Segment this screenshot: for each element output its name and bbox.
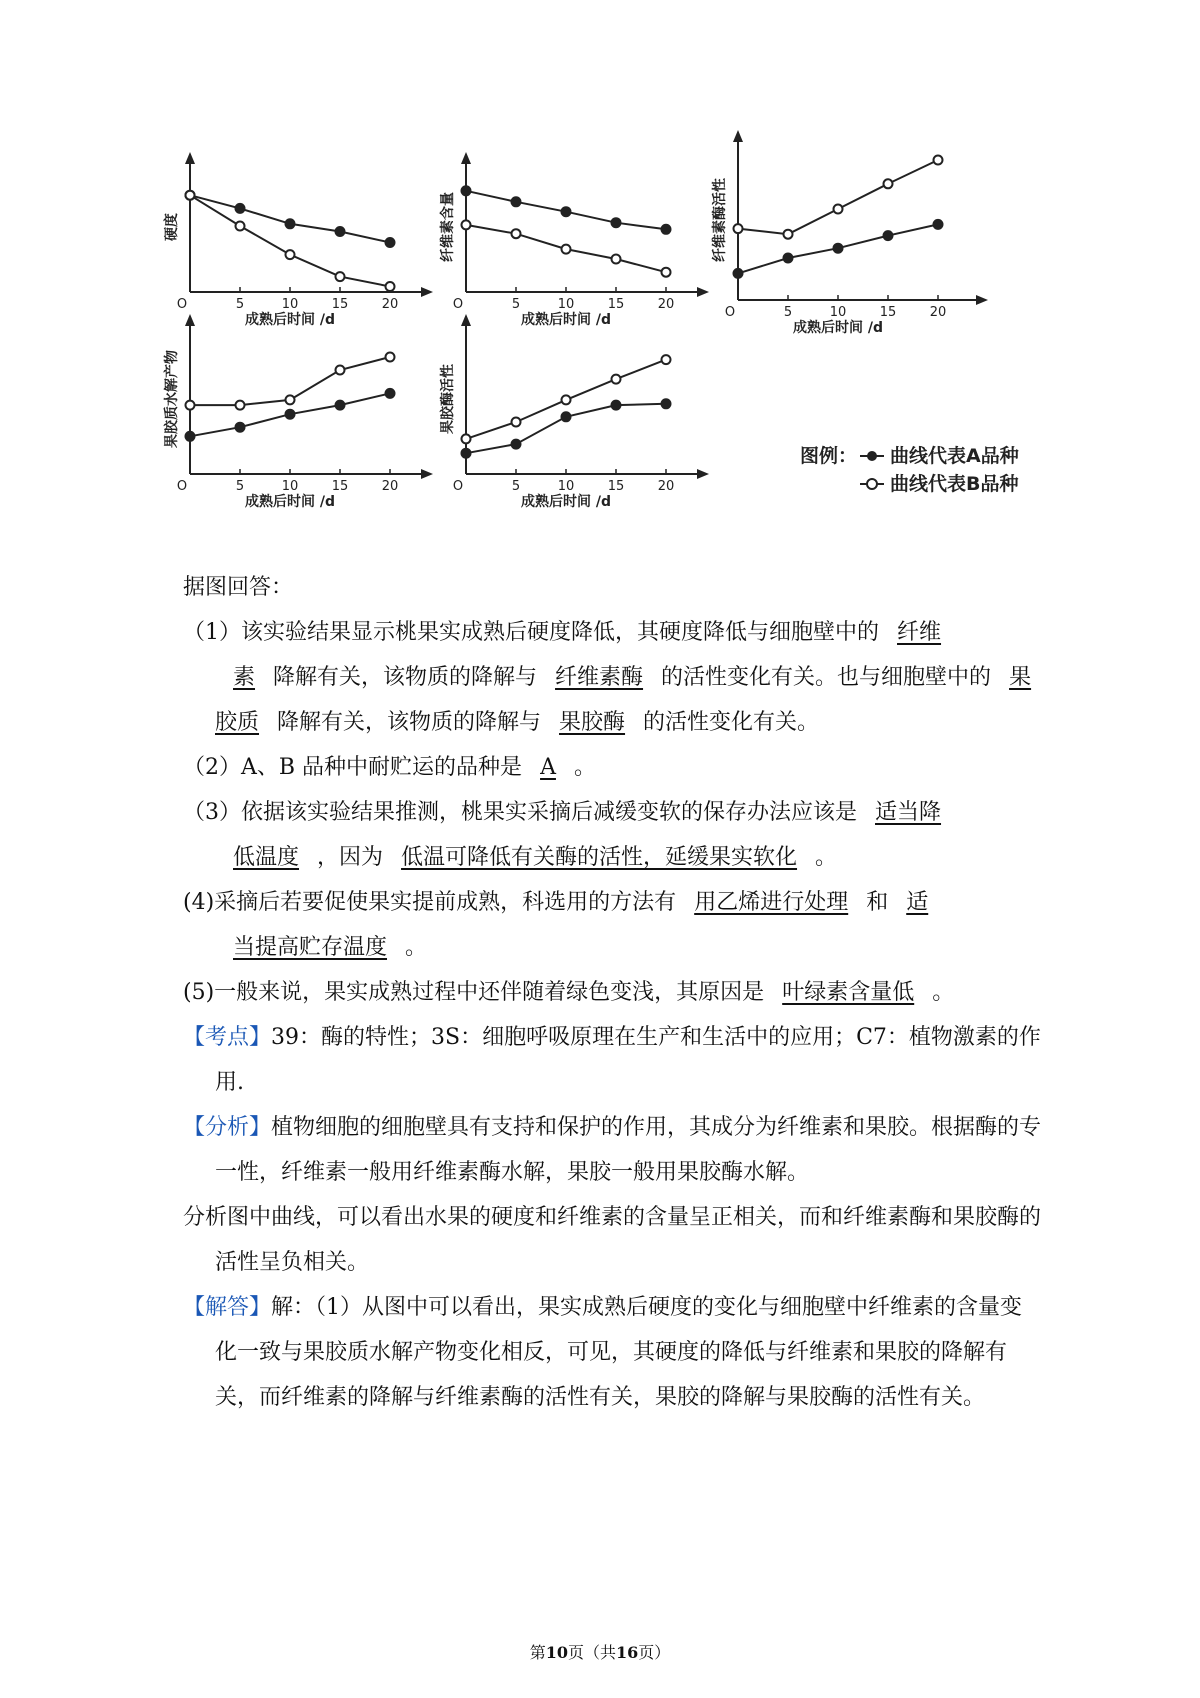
kaodian: 【考点】39：酶的特性；3S：细胞呼吸原理在生产和生活中的应用；C7：植物激素的作用.: [183, 1025, 1041, 1095]
x-tick-label: 10: [557, 479, 575, 494]
series-b-point: [562, 245, 571, 254]
series-a-point: [562, 412, 571, 421]
figure-panel: [0, 0, 1200, 560]
x-tick-label: 5: [511, 297, 521, 312]
x-axis-label: 成熟后时间 /d: [792, 320, 884, 336]
series-a-point: [462, 186, 471, 195]
chart-4: [163, 314, 433, 510]
series-a-point: [612, 218, 621, 227]
answer-4a: 用乙烯进行处理: [694, 890, 849, 915]
x-axis-arrow: [697, 469, 709, 479]
question-block: [183, 565, 1043, 1015]
series-b-point: [562, 395, 571, 404]
x-axis-arrow: [976, 295, 988, 305]
answer-1a: 纤维: [897, 620, 942, 645]
series-b-line: [190, 195, 390, 286]
x-axis-arrow: [421, 469, 433, 479]
answer-2: A: [540, 755, 556, 780]
series-b-point: [612, 375, 621, 384]
fenxi: 【分析】植物细胞的细胞壁具有支持和保护的作用，其成分为纤维素和果胶。根据酶的专一性，纤维素一般用纤维素酶水解，果胶一般用果胶酶水解。: [183, 1115, 1042, 1185]
chart-5: [439, 314, 709, 510]
jieda-tag: 【解答】: [183, 1295, 272, 1320]
series-b-point: [186, 191, 195, 200]
x-tick-label: 15: [331, 297, 349, 312]
series-b-point: [734, 224, 743, 233]
answer-3a: 适当降: [875, 800, 942, 825]
y-axis-label: 硬度: [164, 213, 180, 241]
x-tick-label: 20: [929, 305, 947, 320]
series-a-point: [512, 440, 521, 449]
origin-label: O: [452, 297, 464, 312]
answer-1a-cont: 素: [233, 665, 256, 690]
page-total: 16: [616, 1643, 639, 1662]
series-a-point: [662, 399, 671, 408]
x-tick-label: 5: [783, 305, 793, 320]
origin-label: O: [452, 479, 464, 494]
x-tick-label: 5: [511, 479, 521, 494]
y-axis-arrow: [185, 314, 195, 326]
fenxi-tag: 【分析】: [183, 1115, 272, 1140]
series-b-point: [512, 418, 521, 427]
kaodian-tag: 【考点】: [183, 1025, 272, 1050]
answer-1b: 纤维素酶: [555, 665, 644, 690]
x-tick-label: 20: [657, 479, 675, 494]
chart-1: [163, 152, 433, 328]
intro: 据图回答：: [183, 575, 294, 600]
x-tick-label: 20: [381, 297, 399, 312]
question-5: (5)一般来说，果实成熟过程中还伴随着绿色变浅，其原因是 叶绿素含量低 。: [183, 980, 955, 1005]
fenxi-2: 分析图中曲线，可以看出水果的硬度和纤维素的含量呈正相关，而和纤维素酶和果胶酶的活性呈负相关。: [183, 1205, 1042, 1275]
y-axis-label: 纤维素酶活性: [712, 178, 728, 262]
series-b-point: [662, 355, 671, 364]
solution-block: [183, 1015, 1043, 1420]
series-b-point: [512, 229, 521, 238]
answer-5: 叶绿素含量低: [782, 980, 915, 1005]
series-b-point: [834, 205, 843, 214]
jieda: 【解答】解：（1）从图中可以看出，果实成熟后硬度的变化与细胞壁中纤维素的含量变化一致与果胶质水解产物变化相反，可见，其硬度的降低与纤维素和果胶的降解有关，而纤维素的降解与纤维素酶的活性有关，果胶的降解与果胶酶的活性有关。: [183, 1295, 1023, 1410]
x-axis-label: 成熟后时间 /d: [520, 312, 612, 328]
answer-1d: 果胶酶: [559, 710, 626, 735]
series-b-point: [236, 401, 245, 410]
series-a-point: [834, 244, 843, 253]
series-a-point: [462, 449, 471, 458]
page-number: 10: [545, 1643, 568, 1662]
x-tick-label: 10: [281, 297, 299, 312]
series-a-point: [562, 207, 571, 216]
series-b-point: [386, 353, 395, 362]
y-axis-label: 果胶质水解产物: [164, 350, 180, 448]
y-axis-arrow: [733, 130, 743, 142]
series-a-point: [662, 225, 671, 234]
series-a-point: [734, 269, 743, 278]
legend-title: 图例：: [800, 445, 858, 467]
series-b-point: [612, 255, 621, 264]
series-a-point: [336, 401, 345, 410]
origin-label: O: [176, 297, 188, 312]
series-a-point: [386, 238, 395, 247]
chart-2: [439, 152, 709, 328]
series-b-line: [738, 160, 938, 234]
series-a-point: [512, 197, 521, 206]
series-a-point: [336, 227, 345, 236]
answer-3a-cont: 低温度: [233, 845, 300, 870]
x-tick-label: 5: [235, 479, 245, 494]
x-tick-label: 10: [829, 305, 847, 320]
x-tick-label: 15: [607, 479, 625, 494]
series-a-point: [386, 389, 395, 398]
series-a-point: [286, 410, 295, 419]
series-b-point: [336, 272, 345, 281]
series-b-point: [186, 401, 195, 410]
series-b-point: [462, 220, 471, 229]
x-tick-label: 15: [607, 297, 625, 312]
legend: [800, 444, 1019, 495]
legend-marker-a: [867, 451, 877, 461]
series-b-point: [336, 366, 345, 375]
x-tick-label: 5: [235, 297, 245, 312]
series-b-point: [286, 250, 295, 259]
series-b-point: [386, 282, 395, 291]
series-b-point: [286, 395, 295, 404]
series-a-point: [186, 432, 195, 441]
series-b-point: [884, 179, 893, 188]
answer-4b-cont: 当提高贮存温度: [233, 935, 388, 960]
x-tick-label: 20: [657, 297, 675, 312]
answer-1c: 果胶质: [215, 665, 1032, 735]
series-a-point: [612, 401, 621, 410]
answer-4b: 适: [906, 890, 929, 915]
y-axis-arrow: [461, 314, 471, 326]
x-tick-label: 10: [281, 479, 299, 494]
series-b-point: [784, 230, 793, 239]
question-2: （2）A、B 品种中耐贮运的品种是 A 。: [183, 755, 596, 780]
x-axis-label: 成熟后时间 /d: [520, 494, 612, 510]
x-tick-label: 20: [381, 479, 399, 494]
series-b-point: [462, 434, 471, 443]
legend-b: 曲线代表B品种: [890, 473, 1019, 495]
series-a-point: [236, 423, 245, 432]
question-1: （1）该实验结果显示桃果实成熟后硬度降低，其硬度降低与细胞壁中的 纤维 素 降解有关，该物质的降解与 纤维素酶 的活性变化有关。也与细胞壁中的 果胶质 降解有关，该物质的降解与 果胶酶 的活性变化有关。: [183, 620, 1032, 735]
question-3: （3）依据该实验结果推测，桃果实采摘后减缓变软的保存办法应该是 适当降 低温度 ，因为 低温可降低有关酶的活性，延缓果实软化 。: [183, 790, 1043, 880]
series-a-point: [286, 219, 295, 228]
series-a-point: [236, 204, 245, 213]
y-axis-label: 纤维素含量: [440, 192, 456, 262]
x-tick-label: 15: [331, 479, 349, 494]
page-footer: 第10页（共16页）: [529, 1643, 671, 1662]
legend-marker-b: [867, 479, 877, 489]
origin-label: O: [724, 305, 736, 320]
x-axis-arrow: [697, 287, 709, 297]
series-b-point: [934, 156, 943, 165]
y-axis-arrow: [185, 152, 195, 164]
answer-3b: 低温可降低有关酶的活性，延缓果实软化: [401, 845, 798, 870]
series-a-point: [934, 220, 943, 229]
y-axis-arrow: [461, 152, 471, 164]
legend-a: 曲线代表A品种: [890, 445, 1019, 467]
series-a-point: [784, 254, 793, 263]
x-tick-label: 10: [557, 297, 575, 312]
series-b-point: [236, 222, 245, 231]
y-axis-label: 果胶酶活性: [440, 364, 456, 434]
x-axis-arrow: [421, 287, 433, 297]
series-b-point: [662, 268, 671, 277]
chart-3: [711, 130, 988, 336]
origin-label: O: [176, 479, 188, 494]
x-axis-label: 成熟后时间 /d: [244, 494, 336, 510]
x-axis-label: 成熟后时间 /d: [244, 312, 336, 328]
series-a-point: [884, 231, 893, 240]
question-4: (4)采摘后若要促使果实提前成熟，科选用的方法有 用乙烯进行处理 和 适 当提高贮存温度 。: [183, 880, 1043, 970]
x-tick-label: 15: [879, 305, 897, 320]
